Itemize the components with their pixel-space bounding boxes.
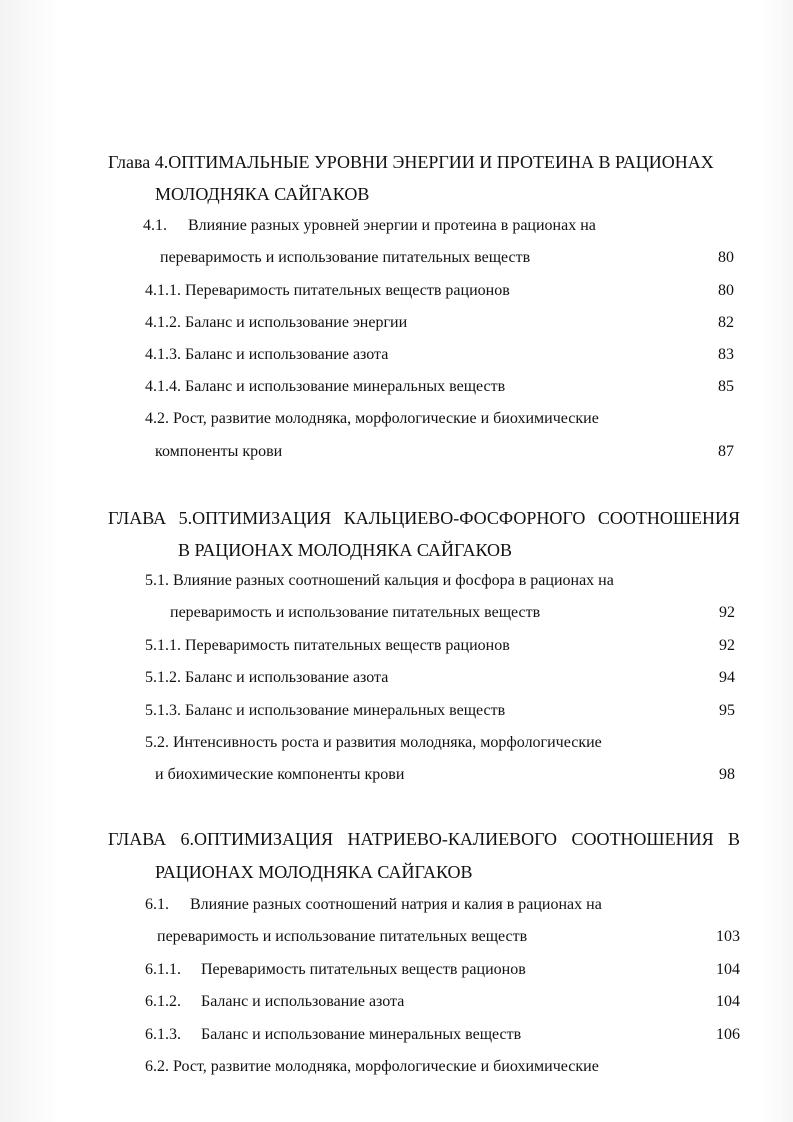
toc-entry-6-1-line2: переваримость и использование питательных веществ <box>157 928 528 945</box>
chapter6-title-line1 <box>108 828 740 850</box>
toc-entry-5-1-line2: переваримость и использование питательных веществ <box>170 604 541 621</box>
toc-entry-4-1-4: 4.1.4. Баланс и использование минеральных веществ <box>145 378 506 395</box>
toc-entry-6-1-line1: Влияние разных соотношений натрия и калия в рационах на <box>190 896 602 913</box>
toc-page-5-2: 98 <box>719 766 735 783</box>
chapter5-title-word: ГЛАВА <box>108 508 167 528</box>
toc-entry-4-1-line1: Влияние разных уровней энергии и протеина в рационах на <box>188 217 596 234</box>
toc-entry-4-2-line1: 4.2. Рост, развитие молодняка, морфологические и биохимические <box>145 410 599 427</box>
chapter6-title-word: НАТРИЕВО-КАЛИЕВОГО <box>347 829 558 849</box>
toc-entry-6-2-line1: 6.2. Рост, развитие молодняка, морфологические и биохимические <box>145 1058 599 1075</box>
toc-entry-5-1-line1: 5.1. Влияние разных соотношений кальция и фосфора в рационах на <box>145 572 614 589</box>
toc-entry-5-2-line2: и биохимические компоненты крови <box>155 766 405 783</box>
toc-num-6-1-2: 6.1.2. <box>145 993 181 1010</box>
chapter6-title-word: 6.ОПТИМИЗАЦИЯ <box>180 829 334 849</box>
toc-entry-5-1-2: 5.1.2. Баланс и использование азота <box>145 669 389 686</box>
toc-entry-5-2-line1: 5.2. Интенсивность роста и развития молодняка, морфологические <box>145 734 602 751</box>
toc-entry-6-1-2: Баланс и использование азота <box>201 993 405 1010</box>
toc-entry-4-1-1: 4.1.1. Переваримость питательных веществ рационов <box>145 282 510 299</box>
toc-entry-6-1-3: Баланс и использование минеральных веществ <box>201 1026 522 1043</box>
toc-page-6-1: 103 <box>716 928 740 945</box>
toc-page-4-1: 80 <box>718 249 734 266</box>
toc-page-4-1-4: 85 <box>718 378 734 395</box>
toc-page-5-1-1: 92 <box>719 637 735 654</box>
toc-entry-4-2-line2: компоненты крови <box>155 443 283 460</box>
chapter5-title-word: КАЛЬЦИЕВО-ФОСФОРНОГО <box>343 508 586 528</box>
chapter4-title-line1: Глава 4.ОПТИМАЛЬНЫЕ УРОВНИ ЭНЕРГИИ И ПРОТЕИНА В РАЦИОНАХ <box>108 152 714 172</box>
toc-entry-6-1-1: Переваримость питательных веществ рационов <box>201 961 526 978</box>
chapter5-title-line1 <box>108 507 740 529</box>
toc-page-6-1-2: 104 <box>716 993 740 1010</box>
chapter6-title-word: СООТНОШЕНИЯ <box>571 829 714 849</box>
toc-page-4-1-1: 80 <box>718 282 734 299</box>
chapter6-title-word: ГЛАВА <box>108 829 167 849</box>
toc-page-5-1: 92 <box>719 604 735 621</box>
toc-entry-4-1-3: 4.1.3. Баланс и использование азота <box>145 346 389 363</box>
toc-num-6-1: 6.1. <box>145 896 169 913</box>
toc-page-4-1-3: 83 <box>718 346 734 363</box>
toc-entry-5-1-1: 5.1.1. Переваримость питательных веществ рационов <box>145 637 510 654</box>
toc-entry-4-1-2: 4.1.2. Баланс и использование энергии <box>145 314 408 331</box>
chapter6-title-word: В <box>727 829 740 849</box>
toc-page-5-1-2: 94 <box>719 669 735 686</box>
toc-page-6-1-1: 104 <box>716 961 740 978</box>
toc-page-5-1-3: 95 <box>719 702 735 719</box>
toc-entry-5-1-3: 5.1.3. Баланс и использование минеральных веществ <box>145 702 506 719</box>
toc-entry-4-1-line2: переваримость и использование питательных веществ <box>160 249 531 266</box>
chapter4-title-line2: МОЛОДНЯКА САЙГАКОВ <box>155 184 370 204</box>
chapter5-title-word: 5.ОПТИМИЗАЦИЯ <box>178 508 332 528</box>
toc-page-4-1-2: 82 <box>718 314 734 331</box>
toc-num-4-1: 4.1. <box>143 217 167 234</box>
chapter5-title-word: СООТНОШЕНИЯ <box>597 508 740 528</box>
chapter6-title-line2: РАЦИОНАХ МОЛОДНЯКА САЙГАКОВ <box>155 862 473 882</box>
toc-num-6-1-1: 6.1.1. <box>145 961 181 978</box>
toc-num-6-1-3: 6.1.3. <box>145 1026 181 1043</box>
chapter5-title-line2: В РАЦИОНАХ МОЛОДНЯКА САЙГАКОВ <box>178 540 513 560</box>
toc-page-6-1-3: 106 <box>716 1026 740 1043</box>
toc-page-4-2: 87 <box>718 443 734 460</box>
